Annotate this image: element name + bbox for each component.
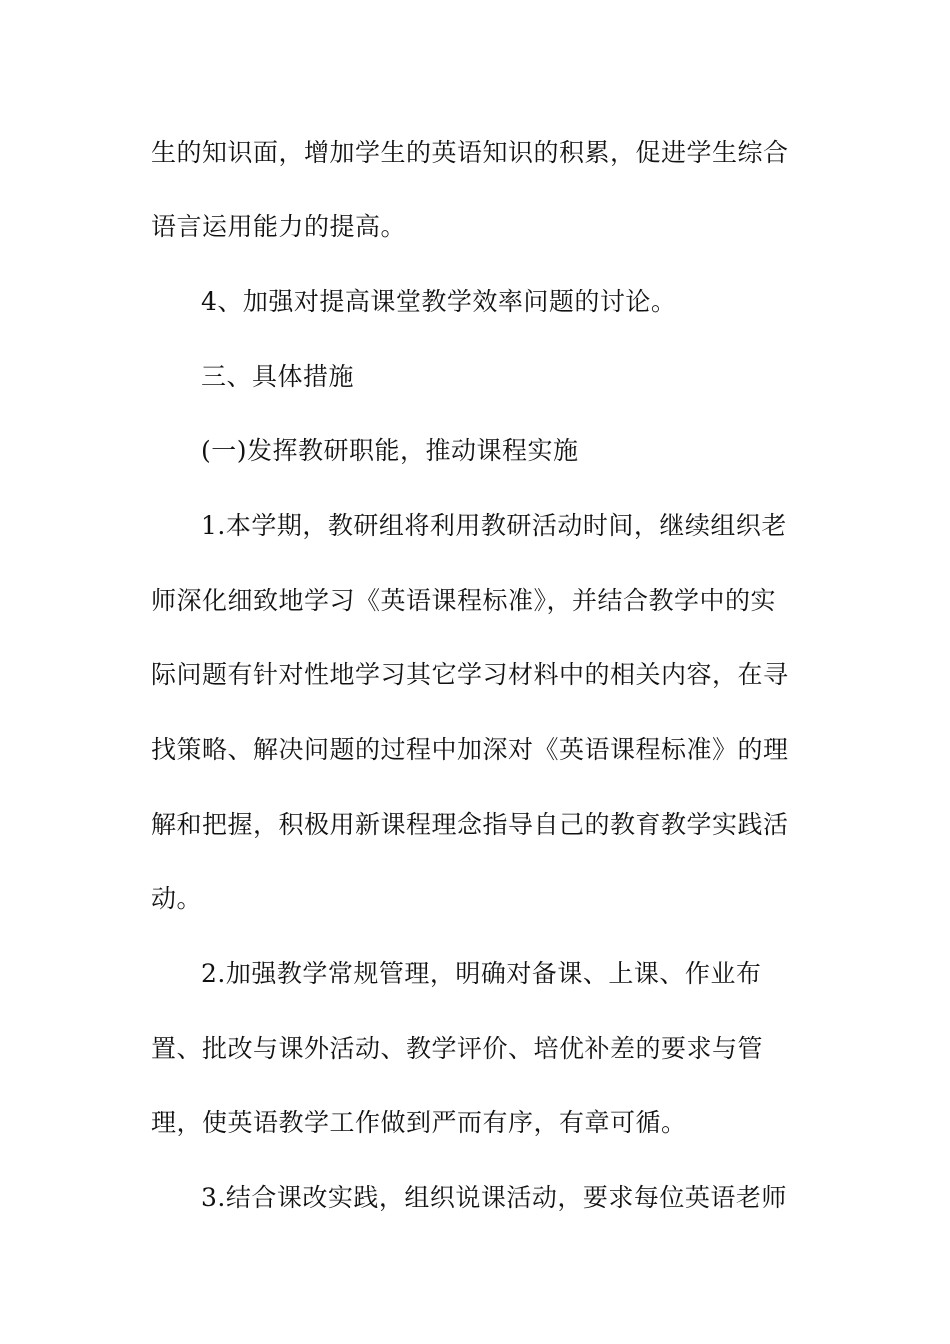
text-line: 2.加强教学常规管理，明确对备课、上课、作业布 xyxy=(201,959,762,988)
subsection-heading: (一)发挥教研职能，推动课程实施 xyxy=(201,436,579,465)
text-line: 置、批改与课外活动、教学评价、培优补差的要求与管 xyxy=(151,1034,764,1063)
text-line: 动。 xyxy=(151,884,203,913)
text-line: 1.本学期，教研组将利用教研活动时间，继续组织老 xyxy=(201,511,787,540)
text-line: 理，使英语教学工作做到严而有序，有章可循。 xyxy=(151,1108,687,1137)
text-line: 4、加强对提高课堂教学效率问题的讨论。 xyxy=(201,287,677,316)
text-line: 际问题有针对性地学习其它学习材料中的相关内容，在寻 xyxy=(151,660,789,689)
text-line: 找策略、解决问题的过程中加深对《英语课程标准》的理 xyxy=(151,735,789,764)
text-line: 解和把握，积极用新课程理念指导自己的教育教学实践活 xyxy=(151,810,789,839)
text-line: 3.结合课改实践，组织说课活动，要求每位英语老师 xyxy=(201,1183,787,1212)
text-line: 师深化细致地学习《英语课程标准》，并结合教学中的实 xyxy=(151,586,777,615)
section-heading: 三、具体措施 xyxy=(201,362,355,391)
text-line: 生的知识面，增加学生的英语知识的积累，促进学生综合 xyxy=(151,138,789,167)
text-line: 语言运用能力的提高。 xyxy=(151,212,407,241)
